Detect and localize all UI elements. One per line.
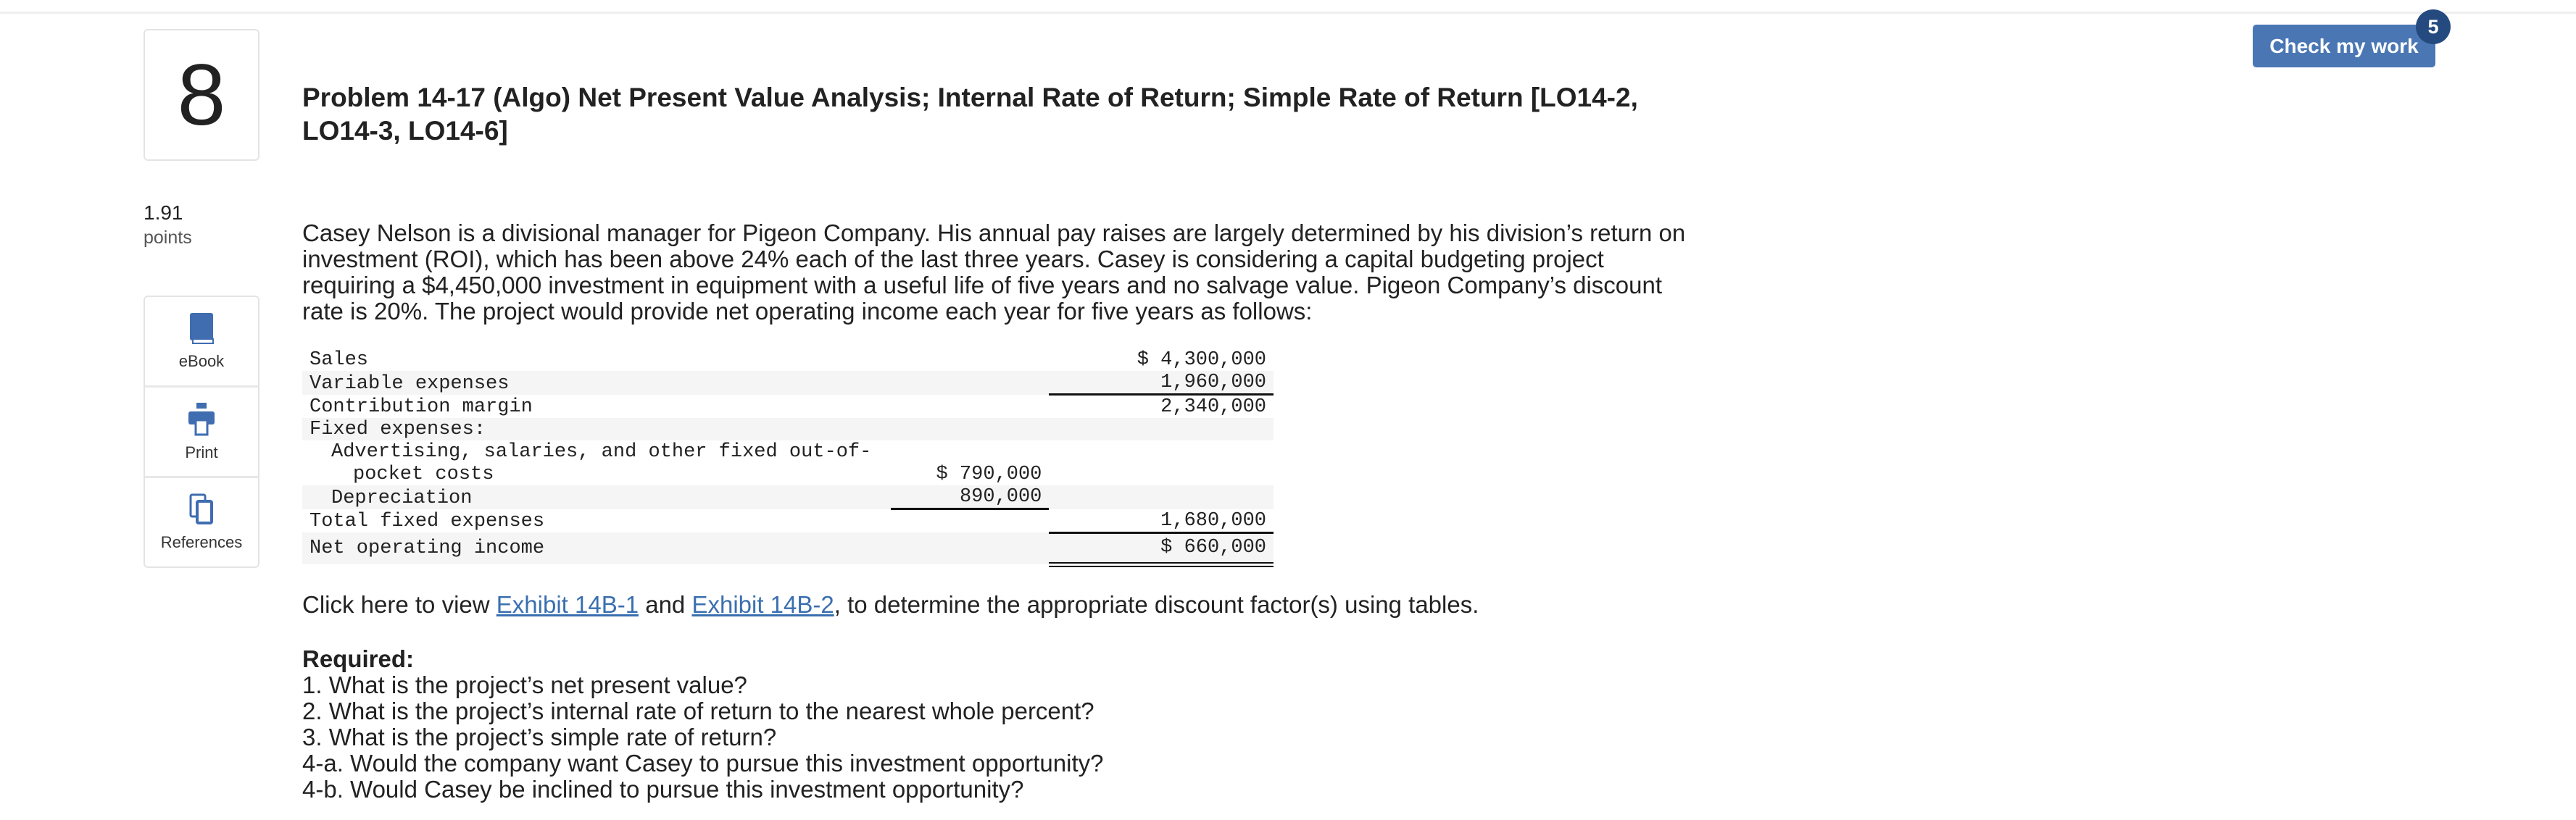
row-label: Net operating income — [309, 537, 545, 559]
table-row — [302, 463, 1274, 485]
table-row — [302, 418, 1274, 440]
row-mid — [891, 371, 1049, 395]
required-item: 3. What is the project’s simple rate of return? — [302, 724, 777, 750]
row-label: Depreciation — [331, 487, 473, 509]
print-label: Print — [185, 443, 218, 461]
required-item: 2. What is the project’s internal rate of return to the nearest whole percent? — [302, 698, 1094, 724]
ebook-label: eBook — [178, 352, 225, 370]
row-mid: $ 790,000 — [936, 464, 1042, 485]
row-mid — [891, 348, 1049, 371]
points-label: points — [144, 227, 192, 248]
references-icon — [188, 493, 215, 526]
table-row — [302, 485, 1274, 509]
check-attempts-badge: 5 — [2416, 9, 2451, 44]
row-value: 1,680,000 — [1049, 509, 1274, 533]
ebook-button[interactable] — [145, 297, 258, 388]
row-mid — [891, 509, 1049, 533]
check-my-work-button[interactable] — [2253, 25, 2435, 67]
top-divider — [0, 12, 2576, 14]
row-label: Fixed expenses: — [309, 419, 486, 440]
row-label: Advertising, salaries, and other fixed out-of- — [331, 441, 872, 463]
income-statement-table — [302, 348, 1274, 567]
required-section — [302, 646, 1103, 803]
exhibit-14b-1-link[interactable]: Exhibit 14B-1 — [496, 591, 639, 618]
exhibit-prefix: Click here to view — [302, 591, 496, 618]
row-mid: 890,000 — [891, 485, 1049, 509]
book-icon — [188, 311, 215, 345]
problem-title: Problem 14-17 (Algo) Net Present Value Analysis; Internal Rate of Return; Simple Rate of Return [LO14-2, LO14-3, LO14-6] — [302, 83, 1638, 146]
row-mid — [891, 395, 1049, 419]
references-button[interactable] — [145, 478, 258, 566]
printer-icon — [187, 401, 216, 436]
required-heading: Required: — [302, 645, 415, 672]
table-row — [302, 371, 1274, 395]
required-item: 1. What is the project’s net present value? — [302, 672, 747, 698]
row-label: Contribution margin — [309, 396, 533, 418]
required-item: 4-b. Would Casey be inclined to pursue this investment opportunity? — [302, 776, 1024, 803]
row-value: $ 4,300,000 — [1137, 349, 1266, 371]
row-value: 2,340,000 — [1160, 396, 1266, 418]
row-value: 1,960,000 — [1049, 371, 1274, 395]
table-row — [302, 348, 1274, 371]
points-value: 1.91 — [144, 201, 183, 224]
row-value — [1049, 440, 1274, 463]
exhibit-instructions — [302, 591, 1479, 619]
row-label: Variable expenses — [309, 372, 510, 395]
exhibit-suffix: , to determine the appropriate discount factor(s) using tables. — [834, 591, 1479, 618]
row-label: pocket costs — [353, 464, 494, 485]
row-label: Total fixed expenses — [309, 511, 545, 532]
row-value — [1049, 485, 1274, 509]
table-row — [302, 532, 1274, 564]
check-my-work-label: Check my work — [2269, 34, 2419, 57]
required-item: 4-a. Would the company want Casey to pursue this investment opportunity? — [302, 750, 1104, 777]
row-label: Sales — [309, 349, 369, 371]
question-number: 8 — [144, 29, 259, 161]
table-row — [302, 395, 1274, 419]
exhibit-14b-2-link[interactable]: Exhibit 14B-2 — [691, 591, 834, 618]
exhibit-and: and — [639, 591, 692, 618]
row-value: $ 660,000 — [1049, 532, 1274, 564]
table-row — [302, 509, 1274, 533]
problem-description: Casey Nelson is a divisional manager for Pigeon Company. His annual pay raises are largely determined by his division’s return on investment (ROI), which has been above 24% each of the last three years. Casey is considering a capital budgeting project requiring a $4,450,000 investment in equipment with a useful life of five years and no salvage value. Pigeon Company’s discount rate is 20%. The project would provide net operating income each year for five years as follows: — [302, 219, 1686, 325]
references-label: References — [160, 533, 243, 551]
table-row — [302, 440, 1274, 463]
row-value — [1049, 418, 1274, 440]
row-mid — [891, 440, 1049, 463]
tools-panel — [144, 296, 259, 568]
print-button[interactable] — [145, 388, 258, 478]
row-value — [1049, 463, 1274, 485]
row-mid — [891, 532, 1049, 564]
row-mid — [891, 418, 1049, 440]
